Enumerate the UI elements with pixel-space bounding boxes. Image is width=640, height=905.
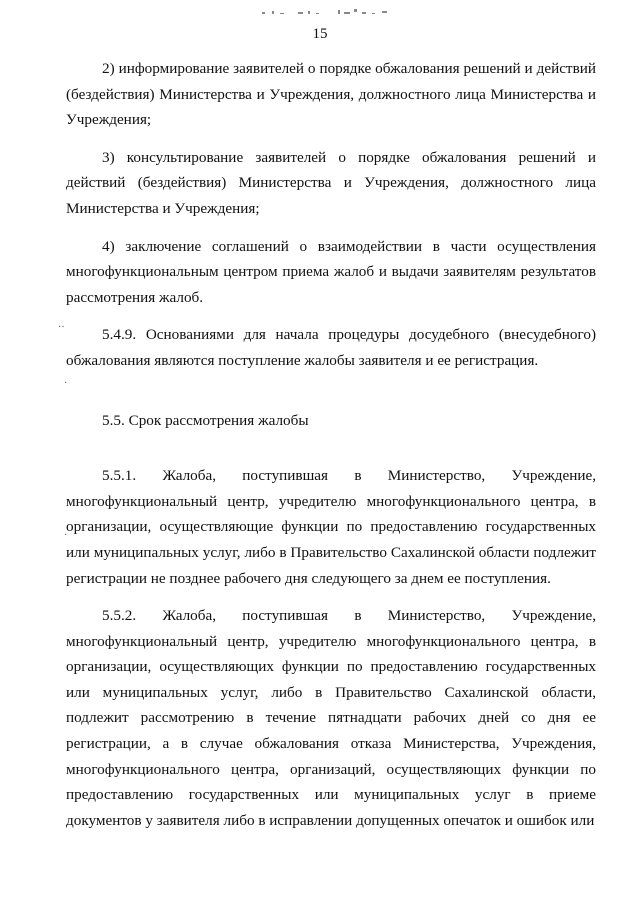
scan-speck: · [64, 530, 68, 541]
scan-artifact [258, 6, 398, 20]
page-number: 15 [312, 26, 328, 42]
paragraph-5-4-9: 5.4.9. Основаниями для начала процедуры досудебного (внесудебного) обжалования являются поступление жалобы заявителя и ее регистрация. [66, 326, 596, 369]
spacer [66, 374, 596, 408]
section-heading-5-5: 5.5. Срок рассмотрения жалобы [102, 411, 309, 429]
document-body [66, 56, 596, 833]
scan-speck: · [64, 378, 68, 389]
paragraph-item-3: 3) консультирование заявителей о порядке обжалования решений и действий (бездействия) Министерства и Учреждения, должностного лица Министерства и Учреждения; [66, 148, 596, 217]
paragraph-item-2: 2) информирование заявителей о порядке обжалования решений и действий (бездействия) Министерства и Учреждения, должностного лица Министерства и Учреждения; [66, 60, 596, 129]
paragraph-5-5-1: 5.5.1. Жалоба, поступившая в Министерство, Учреждение, многофункциональный центр, учредителю многофункционального центра, в организации, осуществляющие функции по предоставлению государственных или муниципальных услуг, либо в Правительство Сахалинской области подлежит регистрации не позднее рабочего дня следующего за днем ее поступления. [66, 467, 596, 587]
spacer [66, 433, 596, 463]
scan-speck: ·· [58, 322, 65, 333]
paragraph-item-4: 4) заключение соглашений о взаимодействии в части осуществления многофункциональным центром приема жалоб и выдачи заявителям результатов рассмотрения жалоб. [66, 237, 596, 306]
paragraph-5-5-2: 5.5.2. Жалоба, поступившая в Министерство, Учреждение, многофункциональный центр, учредителю многофункционального центра, в организации, осуществляющих функции по предоставлению государственных или муниципальных услуг, либо в Правительство Сахалинской области, подлежит рассмотрению в течение пятнадцати рабочих дней со дня ее регистрации, а в случае обжалования отказа Министерства, Учреждения, многофункционального центра, организаций, осуществляющих функции по предоставлению государственных или муниципальных услуг в приеме документов у заявителя либо в исправлении допущенных опечаток и ошибок или [66, 607, 596, 829]
